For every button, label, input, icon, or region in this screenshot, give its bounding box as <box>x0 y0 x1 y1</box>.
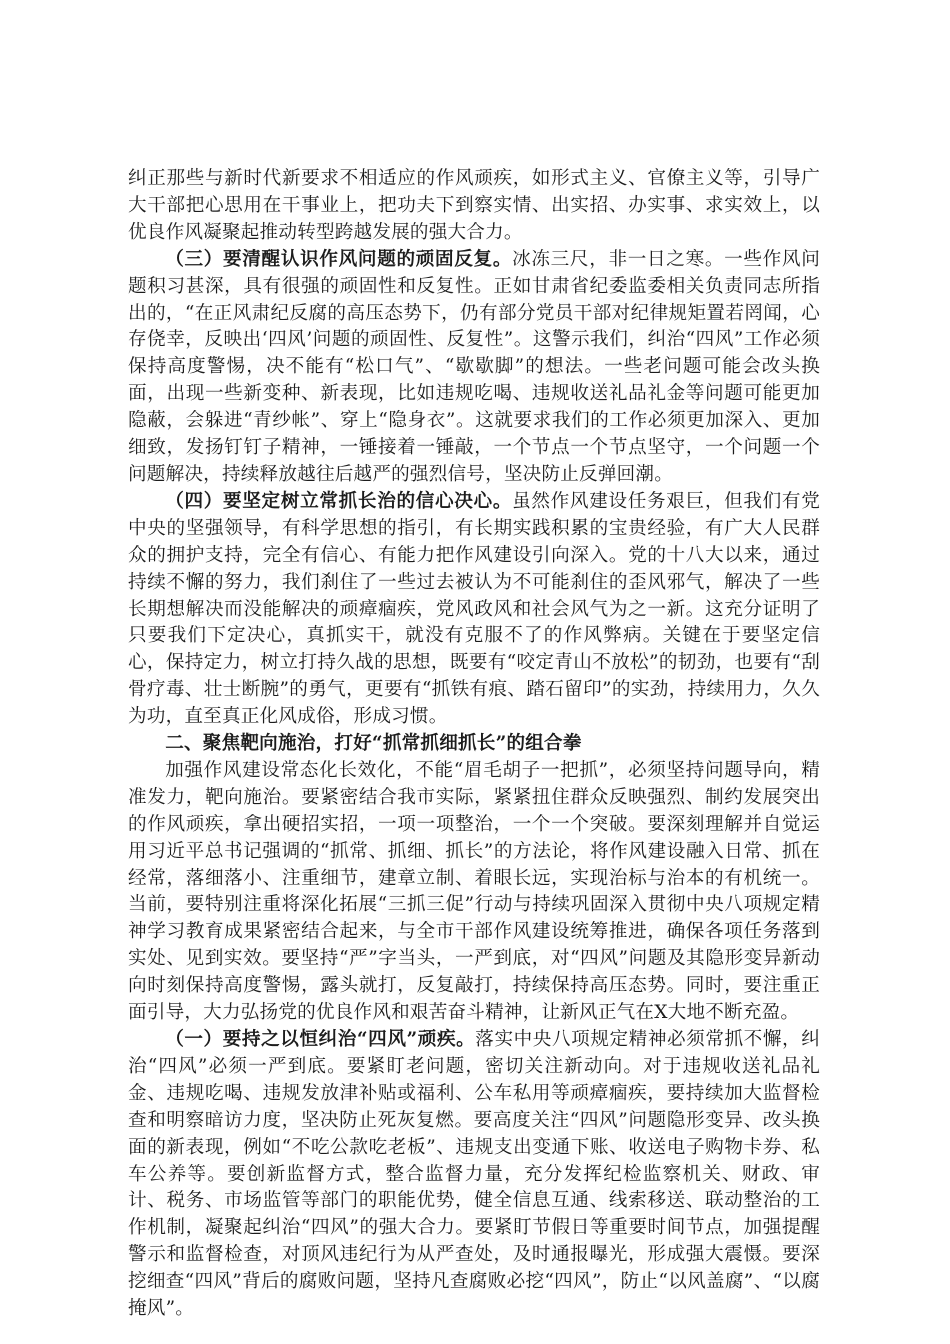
section-4-body: 虽然作风建设任务艰巨，但我们有党中央的坚强领导，有科学思想的指引，有长期实践积累的宝贵经验，有广大人民群众的拥护支持，完全有信心、有能力把作风建设引向深入。党的十八大以来，通过持续不懈的努力，我们刹住了一些过去被认为不可能刹住的歪风邪气，解决了一些长期想解决而没能解决的顽瘴痼疾，党风政风和社会风气为之一新。这充分证明了只要我们下定决心，真抓实干，就没有克服不了的作风弊病。关键在于要坚定信心，保持定力，树立打持久战的思想，既要有“咬定青山不放松”的韧劲，也要有“刮骨疗毒、壮士断腕”的勇气，更要有“抓铁有痕、踏石留印”的实劲，持续用力，久久为功，直至真正化风成俗，形成习惯。 <box>128 490 820 728</box>
paragraph-chapter-2-intro: 加强作风建设常态化长效化，不能“眉毛胡子一把抓”，必须坚持问题导向，精准发力，靶向施治。要紧密结合我市实际，紧紧扭住群众反映强烈、制约发展突出的作风顽疾，拿出硬招实招，一项一项整治，一个一个突破。要深刻理解并自觉运用习近平总书记强调的“抓常、抓细、抓长”的方法论，将作风建设融入日常、抓在经常，落细落小、注重细节，建章立制、着眼长远，实现治标与治本的有机统一。当前，要特别注重将深化拓展“三抓三促”行动与持续巩固深入贯彻中央八项规定精神学习教育成果紧密结合起来，与全市干部作风建设统筹推进，确保各项任务落到实处、见到实效。要坚持“严”字当头，一严到底，对“四风”问题及其隐形变异新动向时刻保持高度警惕，露头就打，反复敲打，持续保持高压态势。同时，要注重正面引导，大力弘扬党的优良作风和艰苦奋斗精神，让新风正气在X大地不断充盈。 <box>128 759 820 1024</box>
section-3-body: 冰冻三尺，非一日之寒。一些作风问题积习甚深，具有很强的顽固性和反复性。正如甘肃省纪委监委相关负责同志所指出的，“在正风肃纪反腐的高压态势下，仍有部分党员干部对纪律规矩置若罔闻，心存侥幸，反映出‘四风’问题的顽固性、反复性”。这警示我们，纠治“四风”工作必须保持高度警惕，决不能有“松口气”、“歇歇脚”的想法。一些老问题可能会改头换面，出现一些新变种、新表现，比如违规吃喝、违规收送礼品礼金等问题可能更加隐蔽，会躲进“青纱帐”、穿上“隐身衣”。这就要求我们的工作必须更加深入、更加细致，发扬钉钉子精神，一锤接着一锤敲，一个节点一个节点坚守，一个问题一个问题解决，持续释放越往后越严的强烈信号，坚决防止反弹回潮。 <box>128 248 820 485</box>
paragraph-subsection-1 <box>128 1027 820 1323</box>
section-4-heading: （四）要坚定树立常抓长治的信心决心。 <box>165 490 513 512</box>
paragraph-continuation: 纠正那些与新时代新要求不相适应的作风顽疾，如形式主义、官僚主义等，引导广大干部把心思用在干事业上，把功夫下到察实情、出实招、办实事、求实效上，以优良作风凝聚起推动转型跨越发展的强大合力。 <box>128 168 820 243</box>
section-3-heading: （三）要清醒认识作风问题的顽固反复。 <box>165 248 513 270</box>
paragraph-section-3 <box>128 247 820 489</box>
paragraph-section-4 <box>128 489 820 731</box>
document-page <box>128 166 820 1323</box>
subsection-1-body: 落实中央八项规定精神必须常抓不懈，纠治“四风”必须一严到底。要紧盯老问题，密切关注新动向。对于违规收送礼品礼金、违规吃喝、违规发放津补贴或福利、公车私用等顽瘴痼疾，要持续加大监督检查和明察暗访力度，坚决防止死灰复燃。要高度关注“四风”问题隐形变异、改头换面的新表现，例如“不吃公款吃老板”、违规支出变通下账、收送电子购物卡券、私车公养等。要创新监督方式，整合监督力量，充分发挥纪检监察机关、财政、审计、税务、市场监管等部门的职能优势，健全信息互通、线索移送、联动整治的工作机制，凝聚起纠治“四风”的强大合力。要紧盯节假日等重要时间节点，加强提醒警示和监督检查，对顶风违纪行为从严查处，及时通报曝光，形成强大震慑。要深挖细查“四风”背后的腐败问题，坚持凡查腐败必挖“四风”，防止“以风盖腐”、“以腐掩风”。 <box>128 1029 820 1320</box>
chapter-2-heading: 二、聚焦靶向施治，打好“抓常抓细抓长”的组合拳 <box>165 733 582 755</box>
subsection-1-heading: （一）要持之以恒纠治“四风”顽疾。 <box>165 1029 476 1050</box>
